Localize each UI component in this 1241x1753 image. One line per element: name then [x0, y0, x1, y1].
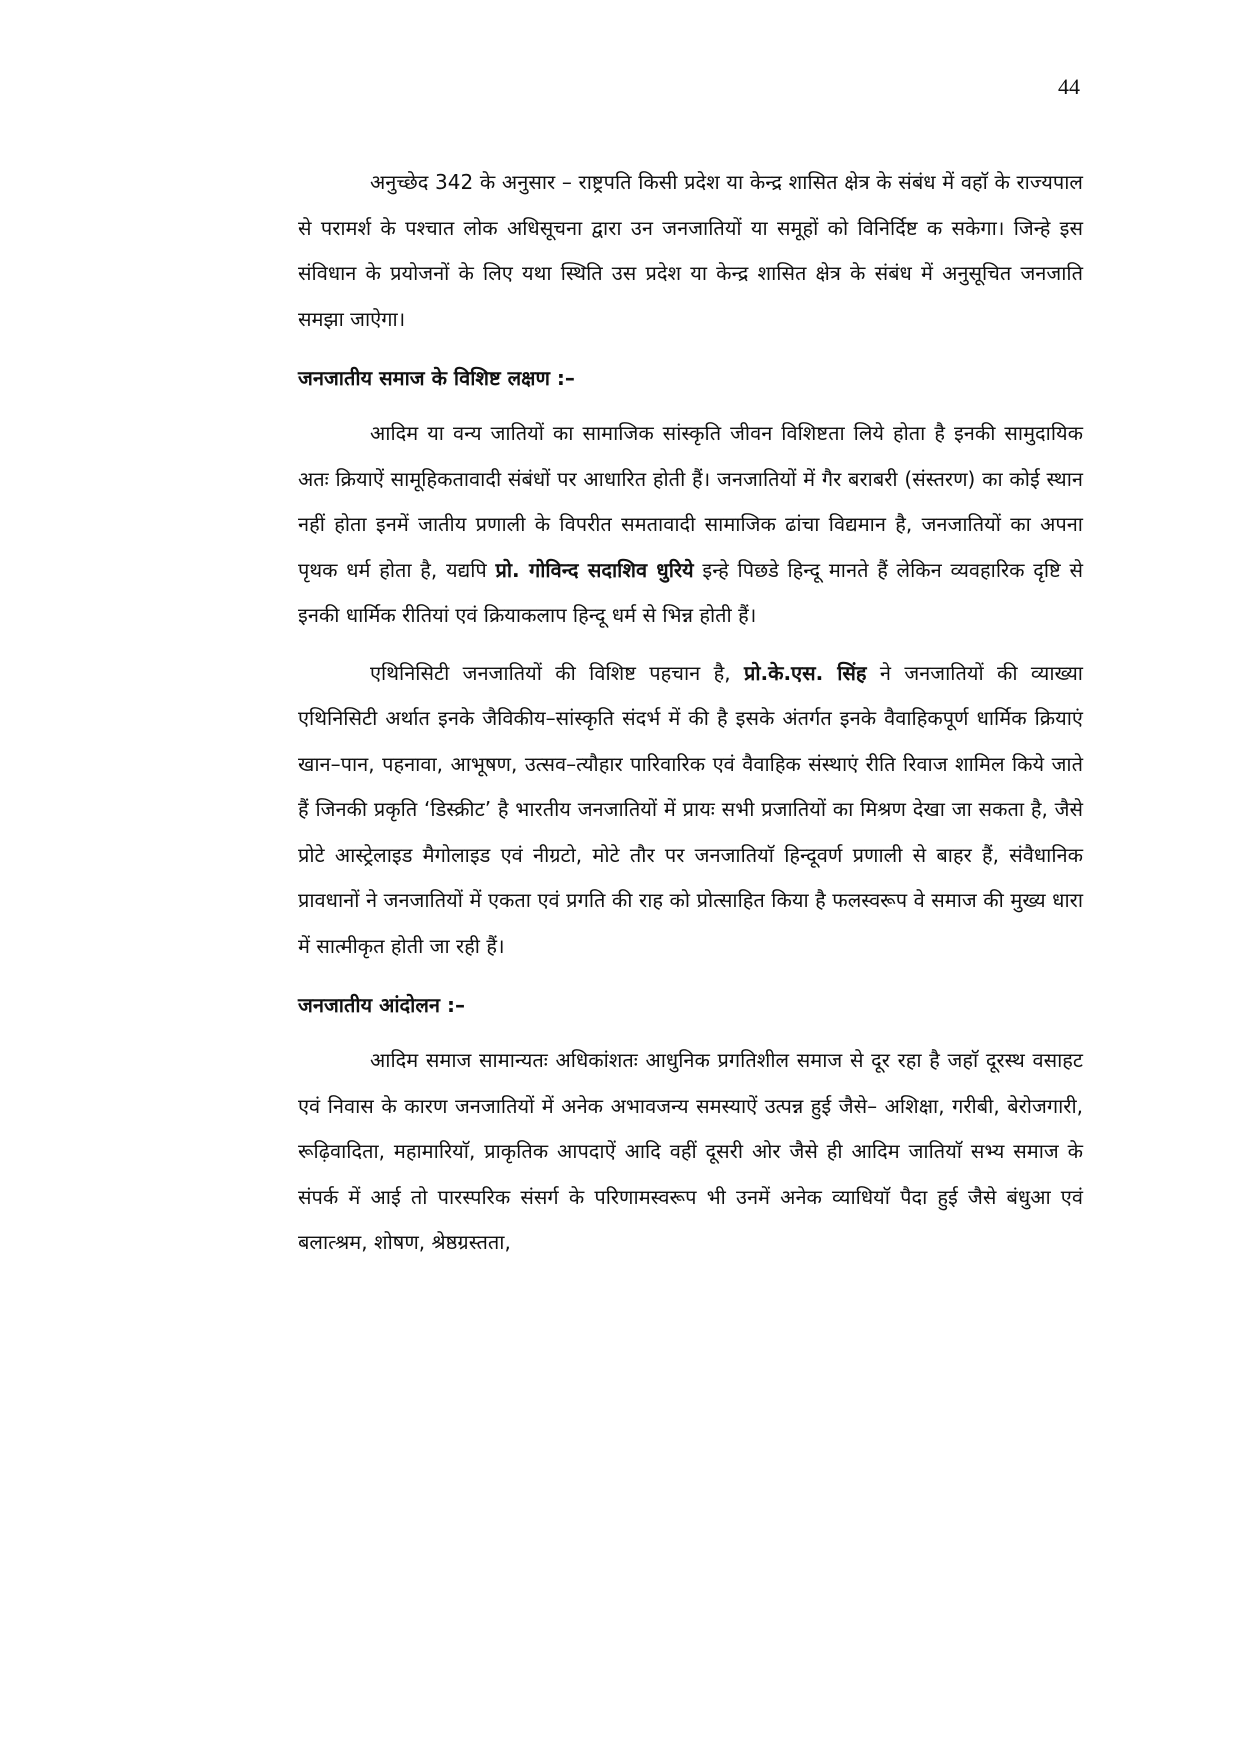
paragraph-text: आदिम समाज सामान्यतः अधिकांशतः आधुनिक प्रगतिशील समाज से दूर रहा है जहाॅ दूरस्थ वसाहट एवं निवास के कारण जनजातियों में अनेक अभावजन्य समस्याऐं उत्पन्न हुई जैसे– अशिक्षा, गरीबी, बेरोजगारी, रूढ़िवादिता, महामारियाॅ, प्राकृतिक आपदाऐं आदि वहीं दूसरी ओर जैसे ही आदिम जातियाॅ सभ्य समाज के संपर्क में आई तो पारस्परिक संसर्ग के परिणामस्वरूप भी उनमें अनेक व्याधियाॅ पैदा हुई जैसे बंधुआ एवं बलात्श्रम, शोषण, श्रेष्ठग्रस्तता, [298, 1048, 1083, 1254]
paragraph-text: अनुच्छेद 342 के अनुसार – राष्ट्रपति किसी प्रदेश या केन्द्र शासित क्षेत्र के संबंध में वहाॅ के राज्यपाल से परामर्श के पश्चात लोक अधिसूचना द्वारा उन जनजातियों या समूहों को विनिर्दिष्ट क सकेगा। जिन्हे इस संविधान के प्रयोजनों के लिए यथा स्थिति उस प्रदेश या केन्द्र शासित क्षेत्र के संबंध में अनुसूचित जनजाति समझा जाऐगा। [298, 170, 1083, 331]
paragraph-text: ने जनजातियों की व्याख्या एथिनिसिटी अर्थात इनके जैविकीय–सांस्कृति संदर्भ में की है इसके अंतर्गत इनके वैवाहिकपूर्ण धार्मिक क्रियाएं खान–पान, पहनावा, आभूषण, उत्सव–त्यौहार पारिवारिक एवं वैवाहिक संस्थाएं रीति रिवाज शामिल किये जाते हैं जिनकी प्रकृति ‘डिस्क्रीट’ है भारतीय जनजातियों में प्रायः सभी प्रजातियों का मिश्रण देखा जा सकता है, जैसे प्रोटे आस्ट्रेलाइड मैगोलाइड एवं नीग्रटो, मोटे तौर पर जनजातियाॅ हिन्दूवर्ण प्रणाली से बाहर हैं, संवैधानिक प्रावधानों ने जनजातियों में एकता एवं प्रगति की राह को प्रोत्साहित किया है फलस्वरूप वे समाज की मुख्य धारा में सात्मीकृत होती जा रही हैं। [298, 660, 1083, 958]
page-number: 44 [1058, 74, 1080, 99]
paragraph-text: आदिम या वन्य जातियों का सामाजिक सांस्कृति जीवन विशिष्टता लिये होता है इनकी सामुदायिक अतः क्रियाऐं सामूहिकतावादी संबंधों पर आधारित होती हैं। जनजातियों में गैर बराबरी (संस्तरण) का कोई स्थान नहीं होता इनमें जातीय प्रणाली के विपरीत समतावादी सामाजिक ढांचा विद्यमान है, जनजातियों का अपना पृथक धर्म होता है, यद्यपि [298, 421, 1083, 582]
paragraph-tribal-life [298, 411, 1083, 639]
paragraph-primitive-society [298, 1038, 1083, 1266]
document-body [298, 160, 1083, 1266]
section-heading-tribal-movement: जनजातीय आंदोलन :– [298, 993, 465, 1017]
section-heading-tribal-society-features: जनजातीय समाज के विशिष्ट लक्षण :– [298, 366, 575, 390]
paragraph-text: एथिनिसिटी जनजातियों की विशिष्ट पहचान है, [370, 660, 744, 685]
paragraph-ethnicity [298, 651, 1083, 970]
bold-name-ks-singh: प्रो.के.एस. सिंह [743, 660, 867, 685]
bold-name-ghurye: प्रो. गोविन्द सदाशिव धुरिये [495, 557, 694, 582]
paragraph-text: इन्हे पिछडे हिन्दू मानते हैं लेकिन व्यवहारिक दृष्टि से इनकी धार्मिक रीतियां एवं क्रियाकलाप हिन्दू धर्म से भिन्न होती हैं। [298, 557, 1083, 627]
paragraph-article-342 [298, 160, 1083, 342]
